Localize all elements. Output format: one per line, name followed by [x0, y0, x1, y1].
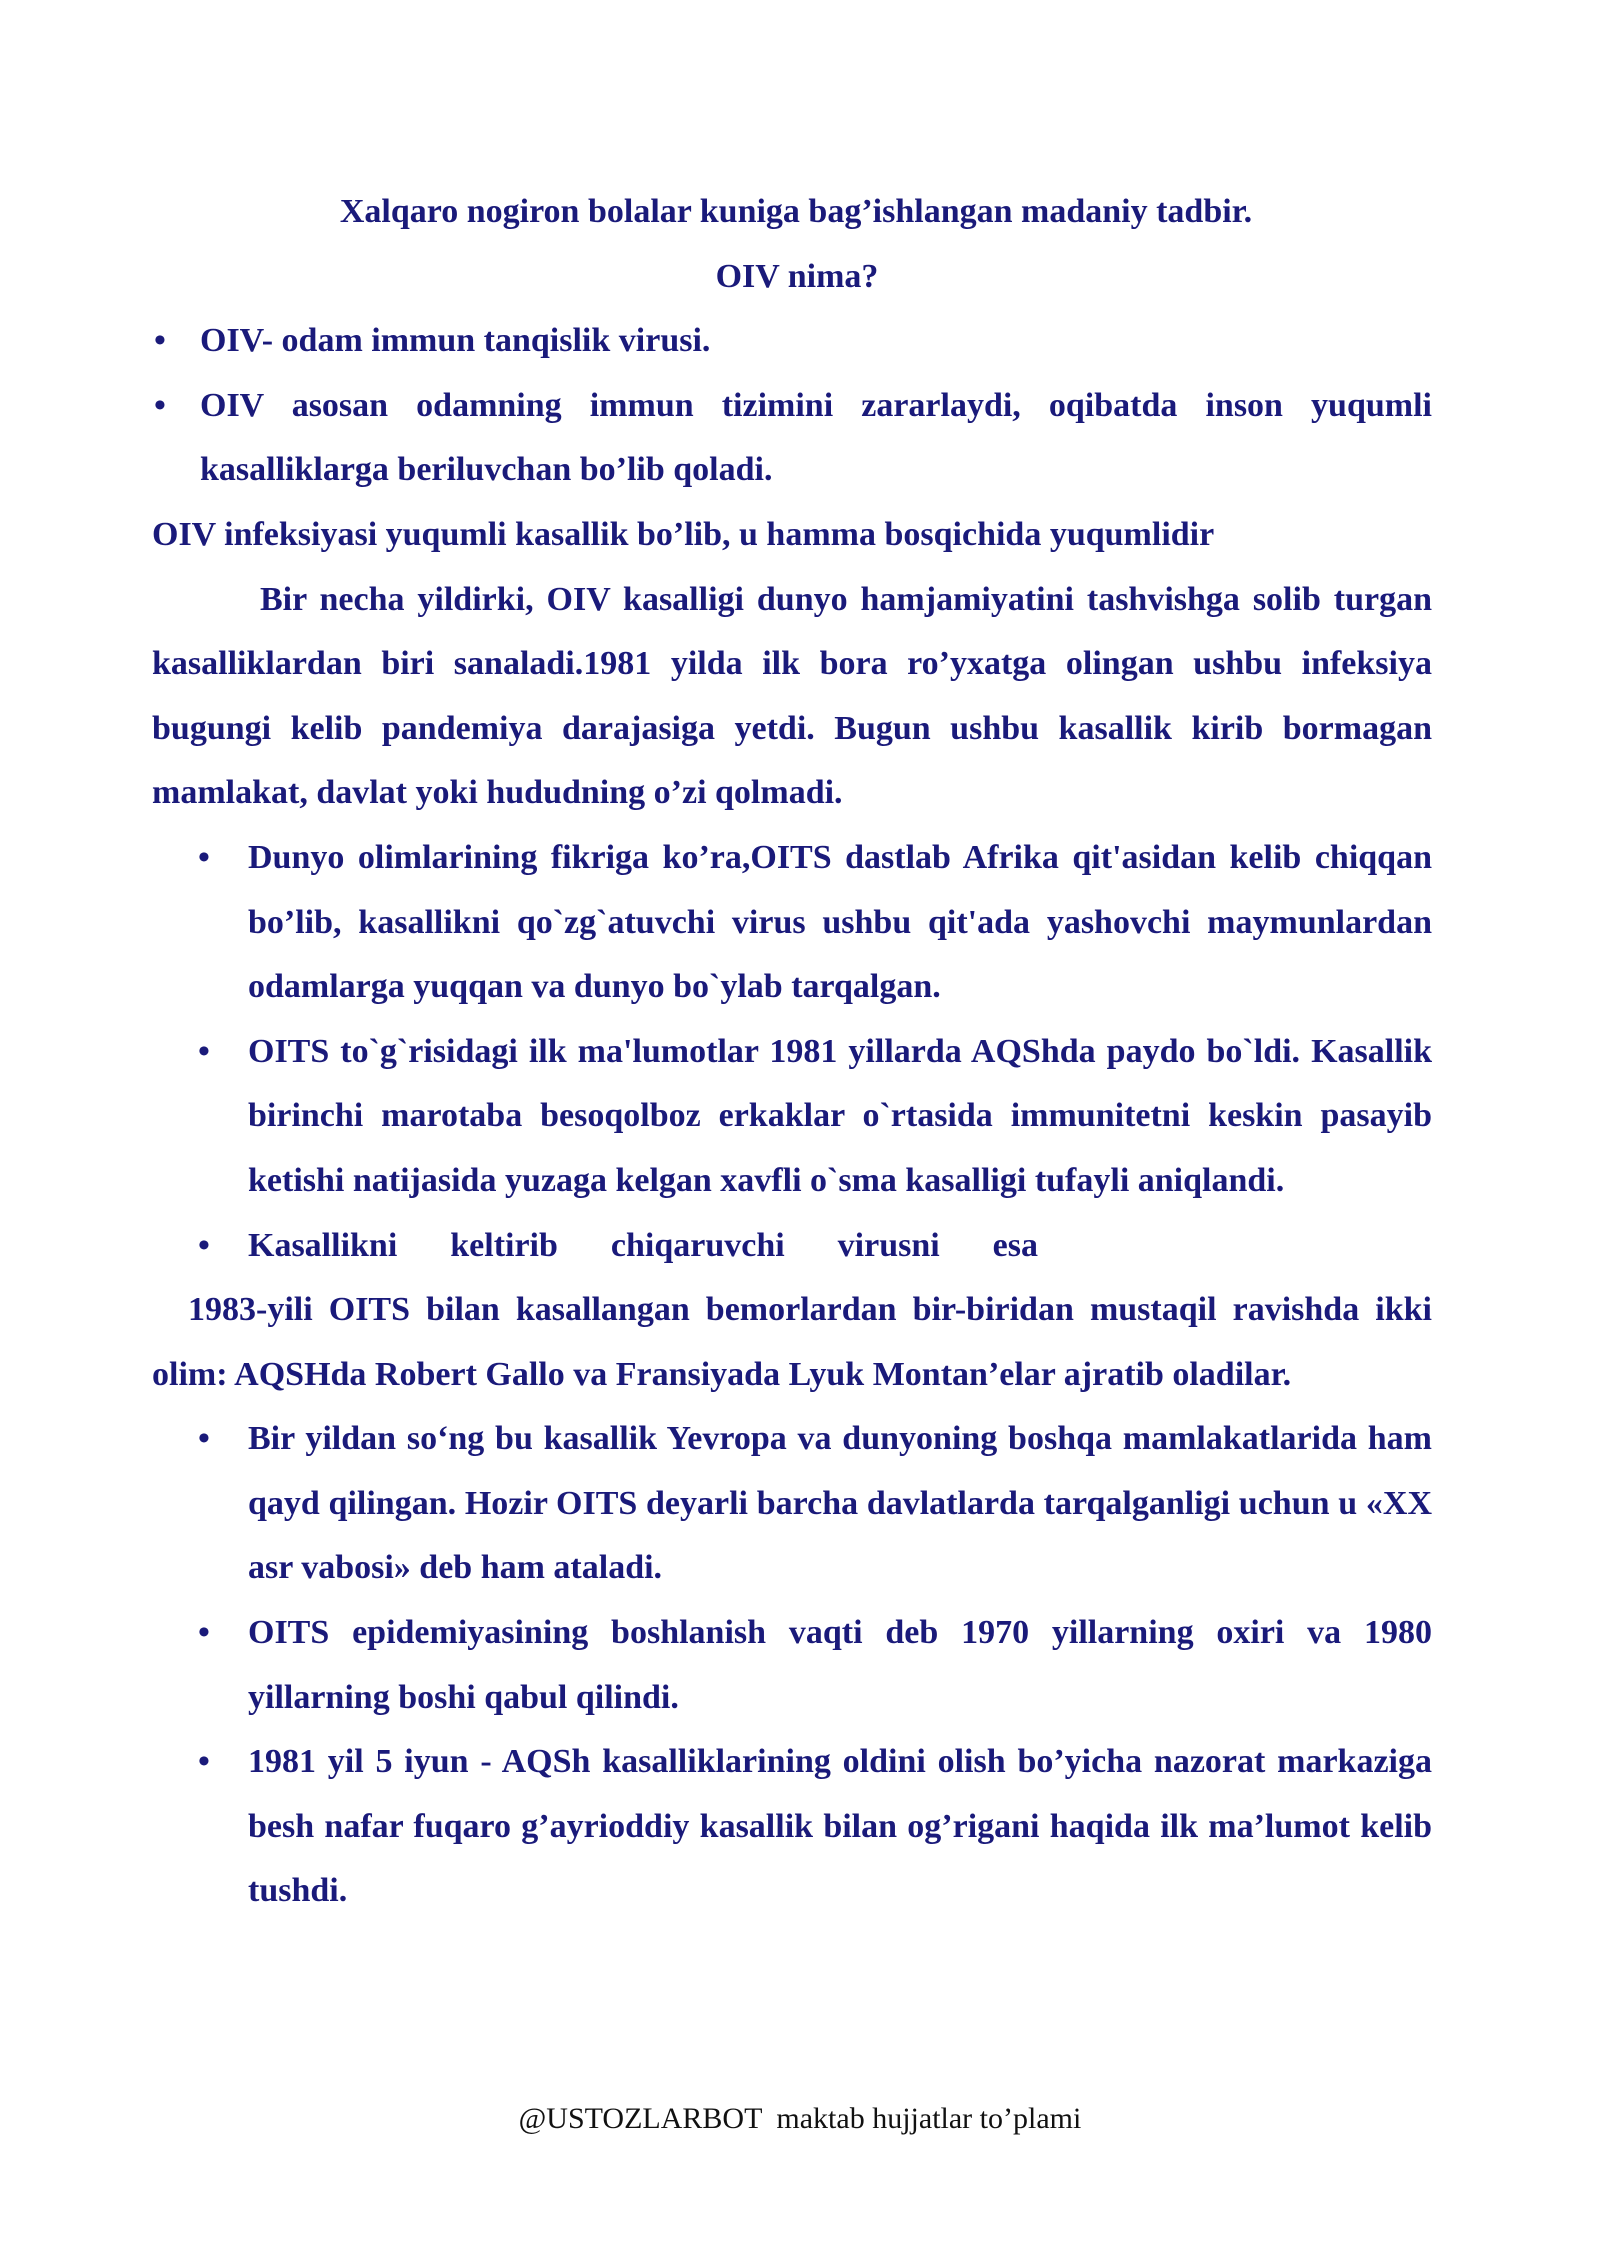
bullet-icon: •	[198, 1226, 210, 1264]
paragraph-discovery: 1983-yili OITS bilan kasallangan bemorlardan bir-biridan mustaqil ravishda ikki olim: AQSHda Robert Gallo va Fransiyada Lyuk Montan’elar ajratib oladilar.	[152, 1291, 1432, 1393]
list-item-text: OIV asosan odamning immun tizimini zararlaydi, oqibatda inson yuqumli kasalliklarga beriluvchan bo’lib qoladi.	[200, 386, 1432, 489]
paragraph-pandemic: Bir necha yildirki, OIV kasalligi dunyo hamjamiyatini tashvishga solib turgan kasalliklardan biri sanaladi.1981 yilda ilk bora ro’yxatga olingan ushbu infeksiya bugungi kelib pandemiya darajasiga yetdi. Bugun ushbu kasallik kirib bormagan mamlakat, davlat yoki hududning o’zi qolmadi.	[152, 580, 1432, 812]
bullet-icon: •	[198, 1420, 210, 1458]
footer-text: maktab hujjatlar to’plami	[776, 2102, 1082, 2135]
list-item-text: Kasallikni keltirib chiqaruvchi virusni esa	[248, 1226, 1038, 1264]
list-item	[152, 1730, 1432, 1924]
paragraph-infection: OIV infeksiyasi yuqumli kasallik bo’lib, u hamma bosqichida yuqumlidir	[152, 515, 1215, 553]
page-footer	[0, 2102, 1600, 2136]
list-item	[152, 374, 1432, 503]
bullet-icon: •	[198, 838, 210, 876]
list-item	[152, 826, 1432, 1020]
document-subtitle: OIV nima?	[715, 257, 879, 295]
bullet-icon: •	[154, 322, 166, 360]
bullet-icon: •	[198, 1614, 210, 1652]
bullet-icon: •	[198, 1743, 210, 1781]
footer-handle: @USTOZLARBOT	[518, 2102, 763, 2135]
document-title: Xalqaro nogiron bolalar kuniga bag’ishlangan madaniy tadbir.	[339, 193, 1253, 230]
list-item	[152, 309, 1432, 374]
bullet-icon: •	[198, 1032, 210, 1070]
list-item	[152, 1601, 1432, 1730]
list-item-text: OITS to`g`risidagi ilk ma'lumotlar 1981 yillarda AQShda paydo bo`ldi. Kasallik birinchi marotaba besoqolboz erkaklar o`rtasida immunitetni keskin pasayib ketishi natijasida yuzaga kelgan xavfli o`sma kasalligi tufayli aniqlandi.	[248, 1032, 1432, 1199]
history-bullet-list	[152, 1407, 1432, 1924]
list-item	[152, 1020, 1432, 1214]
origin-bullet-list	[152, 826, 1432, 1278]
list-item-text: OITS epidemiyasining boshlanish vaqti deb 1970 yillarning oxiri va 1980 yillarning boshi qabul qilindi.	[248, 1614, 1432, 1716]
list-item-text: Bir yildan so‘ng bu kasallik Yevropa va dunyoning boshqa mamlakatlarida ham qayd qilingan. Hozir OITS deyarli barcha davlatlarda tarqalganligi uchun u «XX asr vabosi» deb ham ataladi.	[248, 1420, 1432, 1587]
list-item-text: Dunyo olimlarining fikriga ko’ra,OITS dastlab Afrika qit'asidan kelib chiqqan bo’lib, kasallikni qo`zg`atuvchi virus ushbu qit'ada yashovchi maymunlardan odamlarga yuqqan va dunyo bo`ylab tarqalgan.	[248, 838, 1432, 1006]
list-item	[152, 1407, 1432, 1601]
list-item-text: OIV- odam immun tanqislik virusi.	[200, 322, 711, 360]
bullet-icon: •	[154, 386, 166, 424]
intro-bullet-list	[152, 309, 1432, 503]
document-body	[152, 180, 1432, 1924]
list-item-text: 1981 yil 5 iyun - AQSh kasalliklarining oldini olish bo’yicha nazorat markaziga besh nafar fuqaro g’ayrioddiy kasallik bilan og’rigani haqida ilk ma’lumot kelib tushdi.	[248, 1743, 1432, 1910]
list-item	[152, 1214, 1432, 1279]
